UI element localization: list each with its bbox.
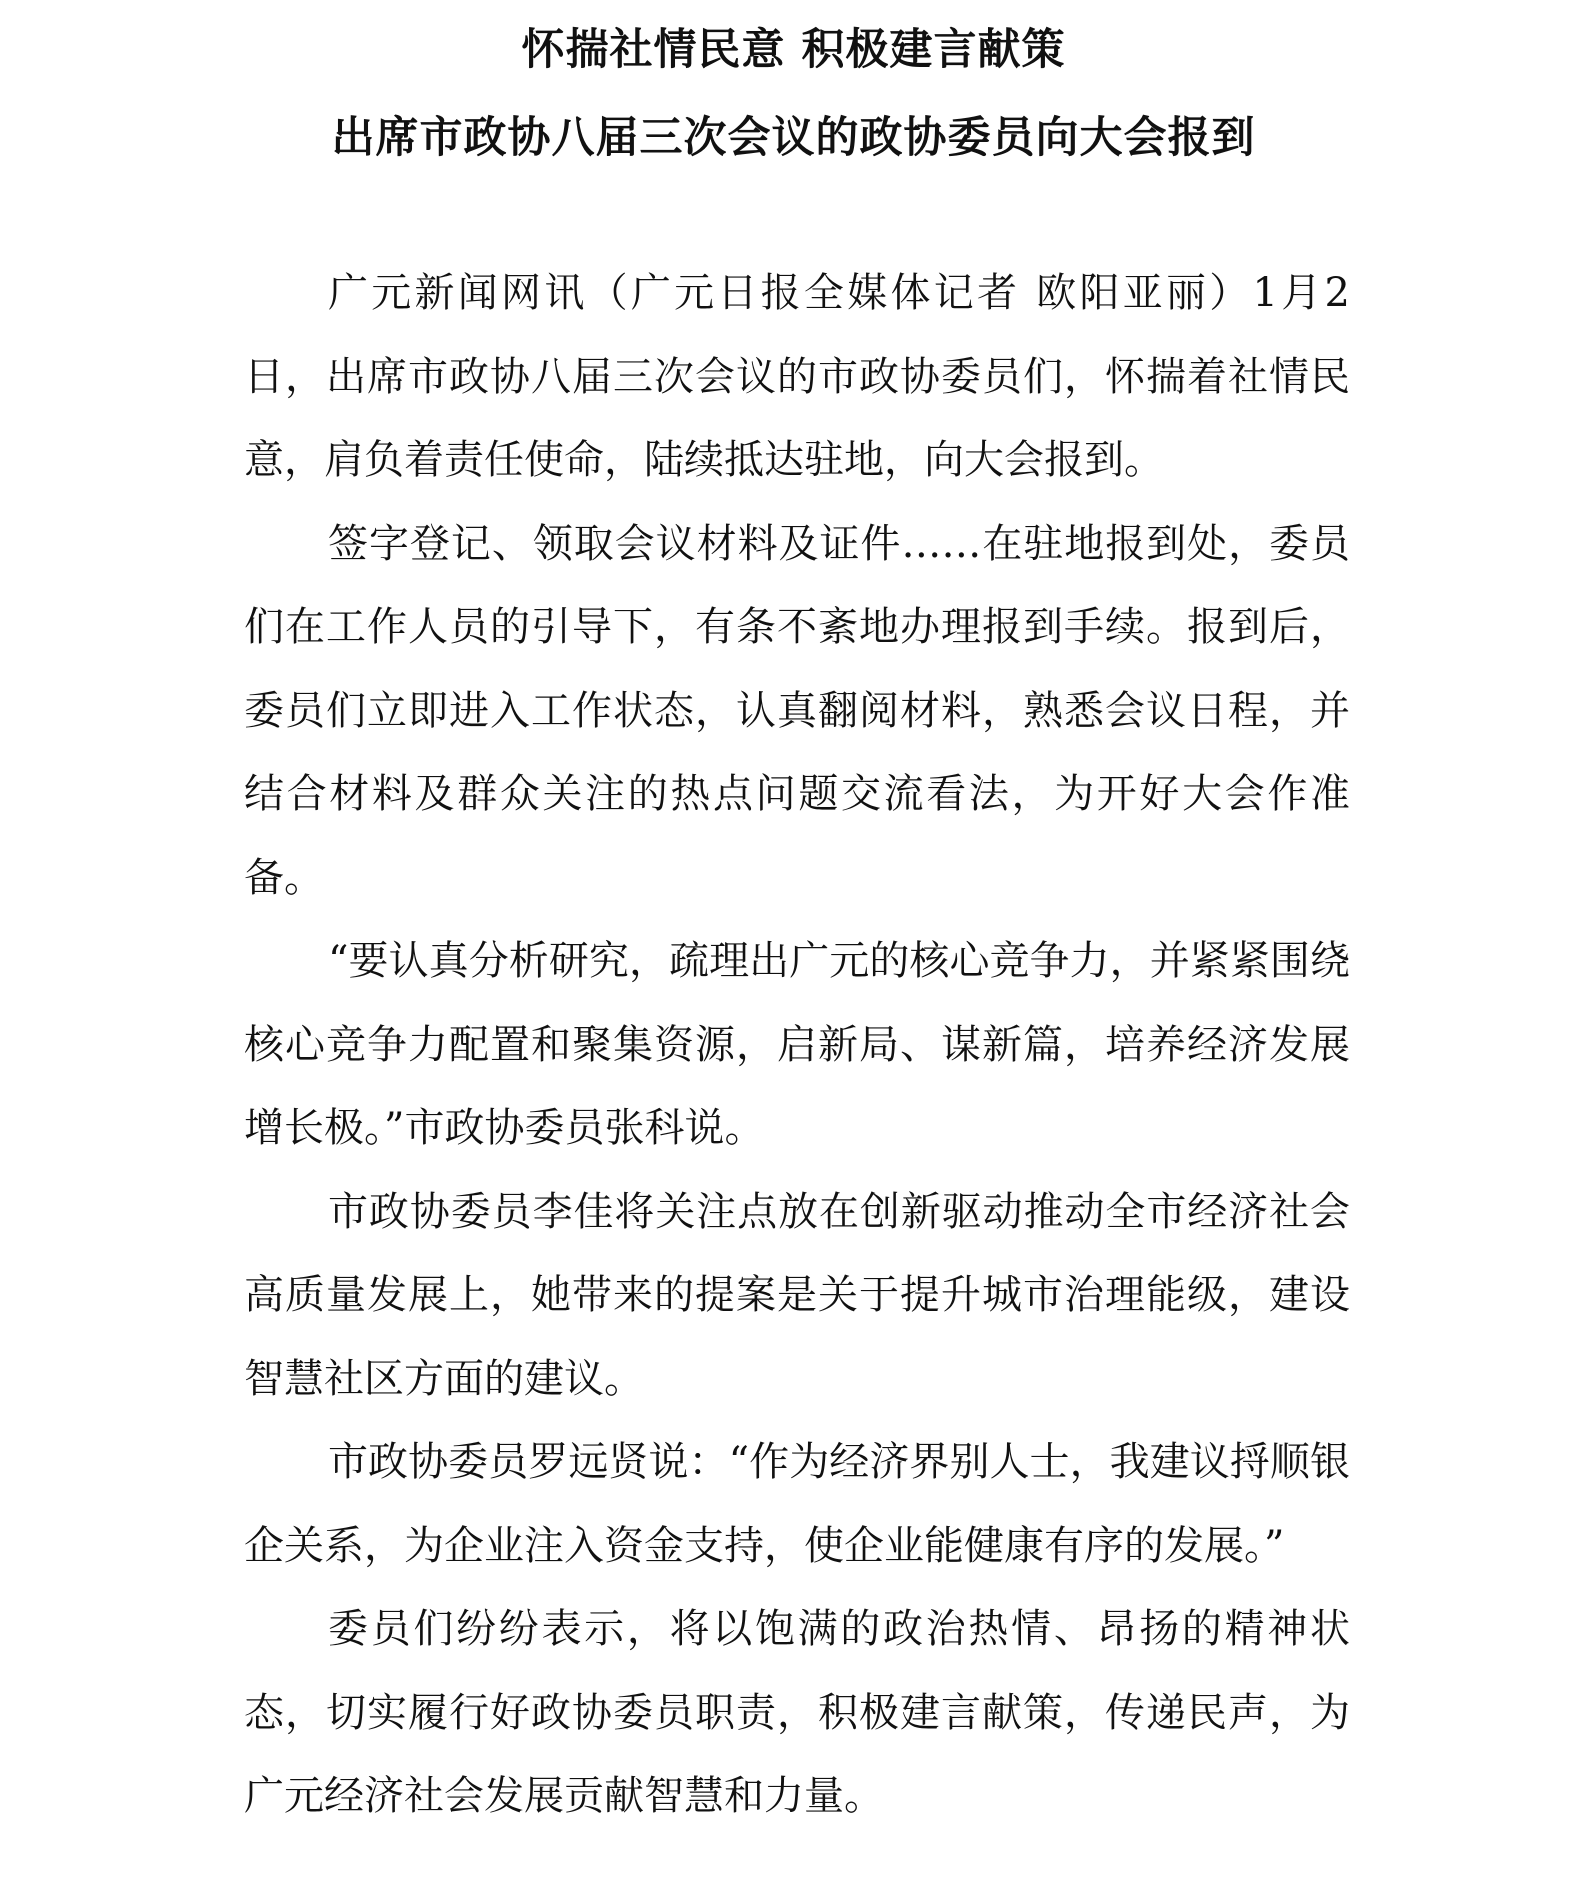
article-title <box>0 6 1587 182</box>
paragraph-quote-zhang: “要认真分析研究，疏理出广元的核心竞争力，并紧紧围绕核心竞争力配置和聚集资源，启新局、谋新篇，培养经济发展增长极。”市政协委员张科说。 <box>244 938 1350 1151</box>
paragraph-registration: 签字登记、领取会议材料及证件……在驻地报到处，委员们在工作人员的引导下，有条不紊地办理报到手续。报到后，委员们立即进入工作状态，认真翻阅材料，熟悉会议日程，并结合材料及群众关注的热点问题交流看法，为开好大会作准备。 <box>244 520 1350 901</box>
paragraph-closing: 委员们纷纷表示，将以饱满的政治热情、昂扬的精神状态，切实履行好政协委员职责，积极建言献策，传递民声，为广元经济社会发展贡献智慧和力量。 <box>244 1606 1350 1819</box>
article-body <box>244 252 1350 1839</box>
title-line-2: 出席市政协八届三次会议的政协委员向大会报到 <box>331 113 1256 163</box>
paragraph-li-jia: 市政协委员李佳将关注点放在创新驱动推动全市经济社会高质量发展上，她带来的提案是关于提升城市治理能级，建设智慧社区方面的建议。 <box>244 1188 1350 1402</box>
paragraph-quote-luo: 市政协委员罗远贤说：“作为经济界别人士，我建议捋顺银企关系，为企业注入资金支持，使企业能健康有序的发展。” <box>244 1439 1350 1569</box>
title-line-1: 怀揣社情民意 积极建言献策 <box>521 25 1066 75</box>
paragraph-lead: 广元新闻网讯（广元日报全媒体记者 欧阳亚丽）1月2日，出席市政协八届三次会议的市政协委员们，怀揣着社情民意，肩负着责任使命，陆续抵达驻地，向大会报到。 <box>244 270 1350 483</box>
